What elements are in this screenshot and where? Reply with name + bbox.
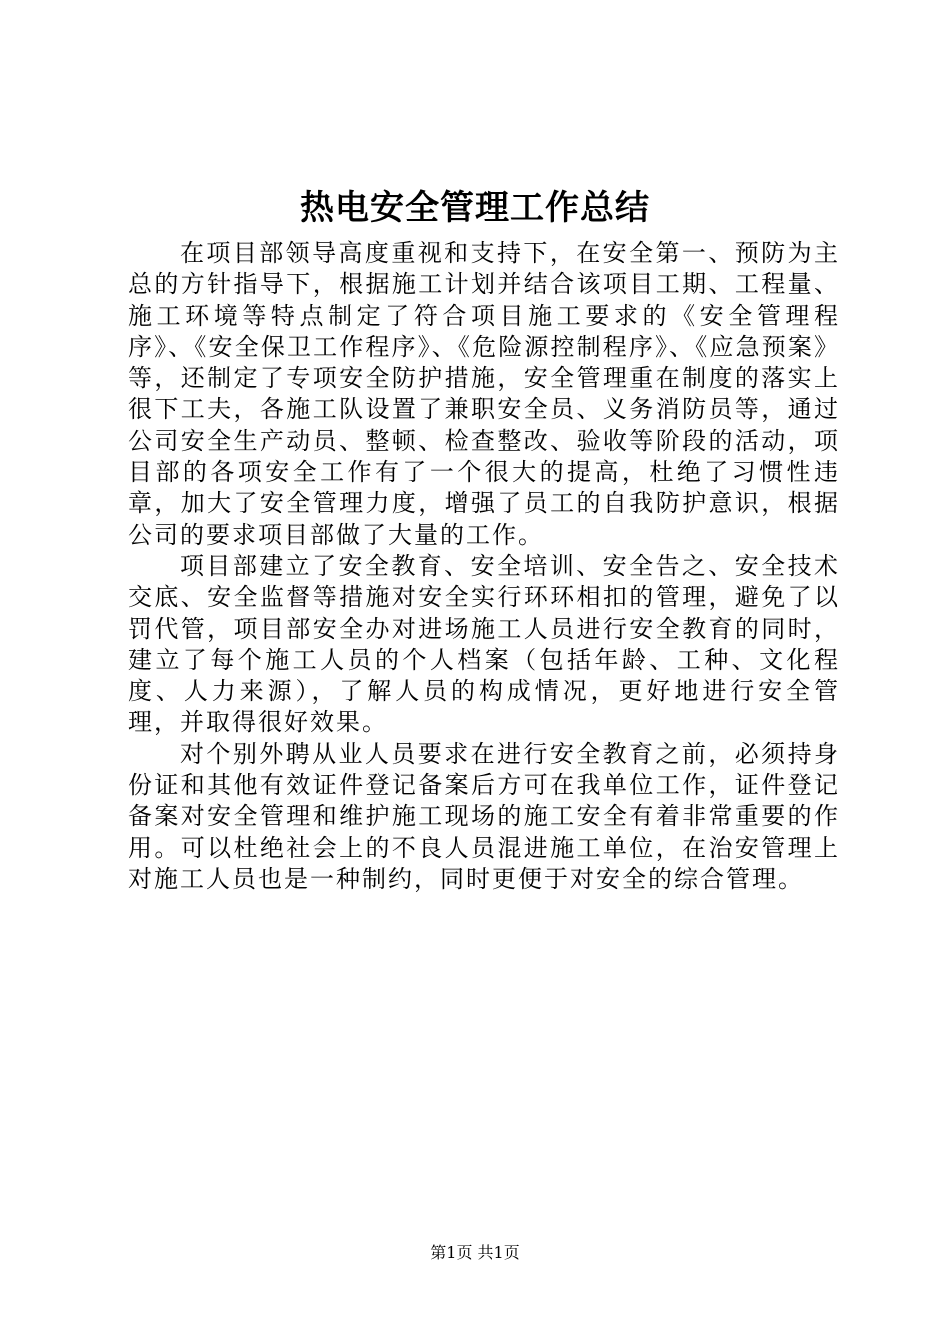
document-body xyxy=(128,238,840,895)
paragraph-3: 对个别外聘从业人员要求在进行安全教育之前，必须持身份证和其他有效证件登记备案后方可在我单位工作，证件登记备案对安全管理和维护施工现场的施工安全有着非常重要的作用。可以杜绝社会上的不良人员混进施工单位，在治安管理上对施工人员也是一种制约，同时更便于对安全的综合管理。 xyxy=(128,739,840,893)
page-number-footer: 第1页 共1页 xyxy=(430,1243,520,1262)
paragraph-2: 项目部建立了安全教育、安全培训、安全告之、安全技术交底、安全监督等措施对安全实行环环相扣的管理，避免了以罚代管，项目部安全办对进场施工人员进行安全教育的同时，建立了每个施工人员的个人档案（包括年龄、工种、文化程度、人力来源），了解人员的构成情况，更好地进行安全管理，并取得很好效果。 xyxy=(128,551,840,737)
paragraph-1: 在项目部领导高度重视和支持下，在安全第一、预防为主总的方针指导下，根据施工计划并结合该项目工期、工程量、施工环境等特点制定了符合项目施工要求的《安全管理程序》、《安全保卫工作程序》、《危险源控制程序》、《应急预案》等，还制定了专项安全防护措施，安全管理重在制度的落实上很下工夫，各施工队设置了兼职安全员、义务消防员等，通过公司安全生产动员、整顿、检查整改、验收等阶段的活动，项目部的各项安全工作有了一个很大的提高，杜绝了习惯性违章，加大了安全管理力度，增强了员工的自我防护意识，根据公司的要求项目部做了大量的工作。 xyxy=(128,239,840,549)
document-title: 热电安全管理工作总结 xyxy=(300,188,650,228)
